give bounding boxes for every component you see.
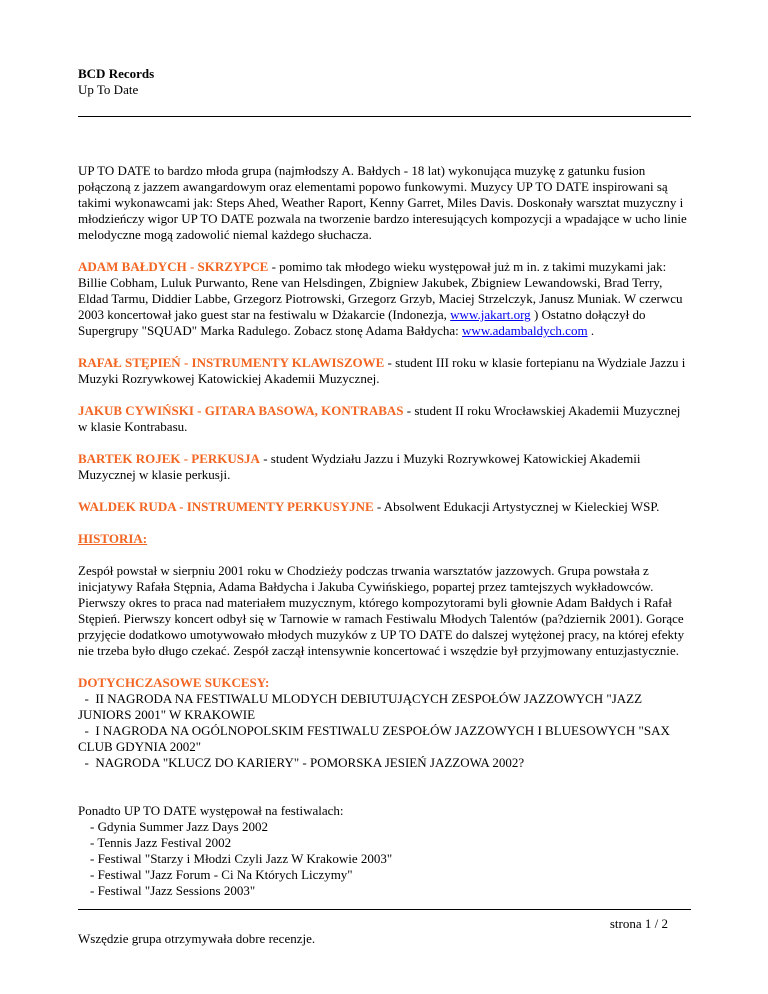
- festival-item: - Festiwal "Starzy i Młodzi Czyli Jazz W Krakowie 2003": [90, 851, 393, 866]
- footer-divider: [78, 909, 691, 910]
- member-description: - student II roku Wrocławskiej Akademii Muzycznej w klasie Kontrabasu.: [78, 403, 681, 434]
- document-body: [78, 163, 691, 963]
- success-item: - NAGRODA "KLUCZ DO KARIERY" - POMORSKA JESIEŃ JAZZOWA 2002?: [78, 755, 525, 770]
- adambaldych-link[interactable]: www.adambaldych.com: [462, 323, 588, 338]
- member-paragraph-jakub: [78, 403, 691, 435]
- history-paragraph: Zespół powstał w sierpniu 2001 roku w Chodzieży podczas trwania warsztatów jazzowych. Grupa powstała z inicjatywy Rafała Stępnia, Adama Bałdycha i Jakuba Cywińskiego, popartej przez tamtejszych wykładowców. Pierwszy okres to praca nad materiałem muzycznym, którego kompozytorami byli głownie Adam Bałdych i Rafał Stępień. Pierwszy koncert odbył się w Tarnowie w ramach Festiwalu Młodych Talentów (pa?dziernik 2001). Gorące przyjęcie dodatkowo umotywowało młodych muzyków z UP TO DATE do dalszej wytężonej pracy, na której efekty nie trzeba było długo czekać. Zespół zaczął intensywnie koncertować i wszędzie był przyjmowany entuzjastycznie.: [78, 563, 685, 658]
- member-name: RAFAŁ STĘPIEŃ - INSTRUMENTY KLAWISZOWE: [78, 355, 385, 370]
- success-item: - I NAGRODA NA OGÓLNOPOLSKIM FESTIWALU ZESPOŁÓW JAZZOWYCH I BLUESOWYCH "SAX CLUB GDYNIA 2002": [78, 723, 674, 754]
- header-divider: [78, 116, 691, 117]
- festivals-intro: Ponadto UP TO DATE występował na festiwalach:: [78, 803, 344, 818]
- member-description: - pomimo tak młodego wieku występował już m in. z takimi muzykami jak: Billie Cobham, Luluk Purwanto, Rene van Helsdingen, Zbigniew Jakubek, Zbigniew Lewandowski, Brad Terry, Eldad Tarmu, Diddier Labbe, Grzegorz Piotrowski, Grzegorz Grzyb, Maciej Strzelczyk, Janusz Muniak. W czerwcu 2003 koncertował jako guest star na festiwalu w Dżakarcie (Indonezja,: [78, 259, 683, 322]
- member-name: ADAM BAŁDYCH - SKRZYPCE: [78, 259, 269, 274]
- member-description: - student III roku w klasie fortepianu na Wydziale Jazzu i Muzyki Rozrywkowej Katowickiej Akademii Muzycznej.: [78, 355, 686, 386]
- history-heading-paragraph: [78, 531, 691, 547]
- closing-paragraph: Wszędzie grupa otrzymywała dobre recenzje.: [78, 931, 316, 946]
- successes-heading: DOTYCHCZASOWE SUKCESY:: [78, 675, 270, 690]
- festival-item: - Festiwal "Jazz Sessions 2003": [90, 883, 256, 898]
- page-number: strona 1 / 2: [609, 916, 668, 931]
- history-heading: HISTORIA:: [78, 531, 148, 546]
- document-title: BCD Records: [78, 66, 155, 81]
- member-paragraph-bartek: [78, 451, 691, 483]
- member-description-end: .: [587, 323, 595, 338]
- member-paragraph-adam: [78, 259, 691, 339]
- member-paragraph-waldek: [78, 499, 691, 515]
- success-item: - II NAGRODA NA FESTIWALU MLODYCH DEBIUTUJĄCYCH ZESPOŁÓW JAZZOWYCH "JAZZ JUNIORS 2001" W KRAKOWIE: [78, 691, 646, 722]
- intro-paragraph: UP TO DATE to bardzo młoda grupa (najmłodszy A. Bałdych - 18 lat) wykonująca muzykę z gatunku fusion połączoną z jazzem awangardowym oraz elementami popowo funkowymi. Muzycy UP TO DATE inspirowani są takimi wykonawcami jak: Steps Ahed, Weather Raport, Kenny Garret, Miles Davis. Doskonały warsztat muzyczny i młodzieńczy wigor UP TO DATE pozwala na tworzenie bardzo interesujących kompozycji a wpadające w ucho linie melodyczne mogą zadowolić niemal każdego słuchacza.: [78, 163, 687, 242]
- member-description-cont: ) Ostatno dołączył do Supergrupy "SQUAD" Marka Radulego. Zobacz stonę Adama Bałdycha:: [78, 307, 646, 338]
- successes-section: [78, 675, 691, 771]
- jakart-link[interactable]: www.jakart.org: [450, 307, 531, 322]
- member-description: - student Wydziału Jazzu i Muzyki Rozrywkowej Katowickiej Akademii Muzycznej w klasie perkusji.: [78, 451, 641, 482]
- member-name: JAKUB CYWIŃSKI - GITARA BASOWA, KONTRABAS: [78, 403, 404, 418]
- festival-item: - Gdynia Summer Jazz Days 2002: [90, 819, 268, 834]
- document-header: [78, 66, 154, 98]
- festival-item: - Tennis Jazz Festival 2002: [90, 835, 232, 850]
- member-paragraph-rafal: [78, 355, 691, 387]
- member-name: BARTEK ROJEK - PERKUSJA: [78, 451, 260, 466]
- member-description: - Absolwent Edukacji Artystycznej w Kieleckiej WSP.: [373, 499, 660, 514]
- festivals-section: [78, 803, 691, 899]
- festival-item: - Festiwal "Jazz Forum - Ci Na Których Liczymy": [90, 867, 353, 882]
- document-subtitle: Up To Date: [78, 82, 139, 97]
- member-name: WALDEK RUDA - INSTRUMENTY PERKUSYJNE: [78, 499, 374, 514]
